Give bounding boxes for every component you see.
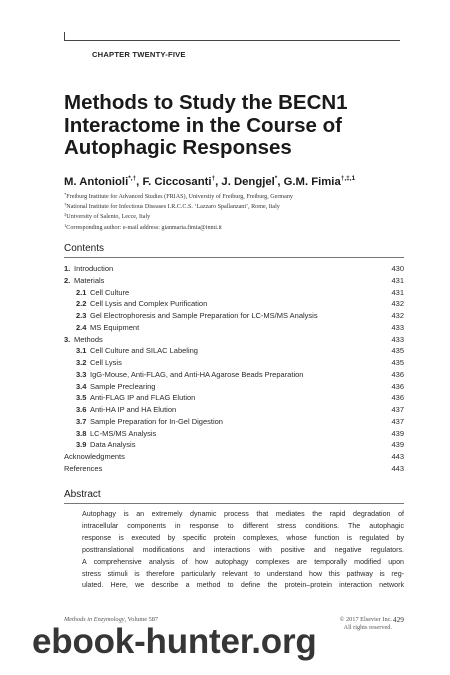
author-marks: * (274, 175, 278, 182)
footer-copyright-line: © 2017 Elsevier Inc. (339, 616, 392, 623)
toc-entry-page: 443 (391, 464, 404, 474)
toc-entry-label: Anti-HA IP and HA Elution (90, 405, 177, 415)
abstract-line: posttranslational modifications and interactions with positive and negative regulators. (82, 545, 404, 554)
title-line-1: Methods to Study the BECN1 (64, 91, 348, 114)
contents-divider (64, 257, 404, 258)
author-marks: † (211, 175, 216, 182)
author-name: G.M. Fimia (283, 176, 341, 188)
abstract-divider (64, 503, 404, 504)
abstract-line: Autophagy is an extremely dynamic process that mediates the rapid degradation of (82, 510, 404, 518)
toc-entry[interactable] (64, 263, 404, 275)
toc-entry-label: Gel Electrophoresis and Sample Preparation for LC-MS/MS Analysis (90, 311, 318, 321)
toc-entry-label: Cell Culture (90, 287, 130, 297)
toc-entry-number: 3.3 (76, 369, 87, 379)
toc-entry-number: 1. (64, 264, 71, 273)
toc-entry-number: 2. (64, 275, 71, 285)
author-marks: †,‡,1 (340, 175, 356, 182)
toc-entry-number: 2.1 (76, 287, 87, 297)
toc-entry-number: 3.2 (76, 358, 87, 368)
toc-entry-label: References (64, 464, 103, 474)
toc-entry[interactable] (64, 345, 404, 357)
affiliation (64, 201, 404, 211)
footer-journal: Methods in Enzymology (64, 616, 125, 623)
toc-entry-number: 3.7 (76, 416, 87, 426)
abstract-line: stress stimuli is therefore particularly relevant to understand how this pathway is reg- (82, 569, 404, 578)
toc-entry-number: 3. (64, 334, 71, 344)
toc-entry-number: 3.1 (76, 346, 87, 356)
toc-entry-label: IgG-Mouse, Anti-FLAG, and Anti-HA Agarose Beads Preparation (90, 369, 304, 379)
affiliation-symbol: ‡ (64, 212, 67, 218)
toc-entry-label: Introduction (74, 264, 114, 273)
toc-entry-page: 432 (391, 311, 404, 321)
affiliation-text: University of Salento, Lecce, Italy (66, 214, 151, 221)
affiliation (64, 222, 404, 232)
toc-entry-page: 432 (391, 299, 404, 309)
toc-entry[interactable] (64, 322, 404, 334)
toc-entry-page: 435 (391, 346, 404, 356)
toc-entry[interactable] (64, 416, 404, 428)
affiliation (64, 191, 404, 201)
abstract-line: A comprehensive analysis of how autophagy complexes are temporally modified upon (82, 557, 404, 566)
title-line-3: Autophagic Responses (64, 136, 292, 159)
affiliation-text: National Institute for Infectious Diseases I.R.C.C.S. ‘Lazzaro Spallanzani’, Rome, Italy (66, 204, 280, 211)
toc-entry-number: 2.4 (76, 322, 87, 332)
toc-entry[interactable] (64, 357, 404, 369)
toc-entry[interactable] (64, 392, 404, 404)
toc-entry-label: MS Equipment (90, 322, 140, 332)
toc-entry-label: LC-MS/MS Analysis (90, 428, 157, 438)
toc-entry-label: Sample Preclearing (90, 381, 156, 391)
toc-entry-page: 431 (391, 275, 404, 285)
toc-entry-page: 439 (391, 440, 404, 450)
toc-entry[interactable] (64, 275, 404, 287)
footer-rights-line: All rights reserved. (343, 624, 392, 632)
author-list (64, 175, 424, 188)
toc-entry-page: 437 (391, 416, 404, 426)
affiliation-list (64, 191, 404, 232)
title-line-2: Interactome in the Course of (64, 113, 342, 137)
affiliation-symbol: † (64, 202, 67, 208)
toc-entry-page: 433 (391, 322, 404, 332)
chapter-title (64, 92, 404, 160)
chapter-label: CHAPTER TWENTY-FIVE (92, 50, 186, 59)
toc-entry-page: 437 (391, 405, 404, 415)
abstract-text (82, 509, 404, 605)
affiliation (64, 211, 404, 221)
toc-entry-label: Cell Lysis (90, 358, 122, 368)
toc-entry-page: 439 (391, 428, 404, 438)
affiliation-text: Freiburg Institute for Advanced Studies (FRIAS), University of Freiburg, Freiburg, Germany (66, 194, 293, 200)
toc-entry[interactable] (64, 334, 404, 346)
toc-entry-label: Anti-FLAG IP and FLAG Elution (90, 393, 196, 403)
toc-entry-number: 3.5 (76, 393, 87, 403)
affiliation-text: Corresponding author: e-mail address: gianmaria.fimia@inmi.it (66, 224, 222, 231)
toc-entry-page: 430 (391, 264, 404, 273)
toc-entry-page: 433 (391, 334, 404, 344)
toc-entry[interactable] (64, 463, 404, 475)
page-number: 429 (392, 615, 404, 624)
toc-entry-label: Sample Preparation for In-Gel Digestion (90, 416, 223, 426)
toc-entry-number: 3.8 (76, 428, 87, 438)
author-separator: , (136, 176, 143, 188)
toc-entry-label: Methods (74, 334, 103, 344)
affiliation-symbol: * (64, 192, 67, 197)
toc-entry-number: 2.2 (76, 299, 87, 309)
contents-heading: Contents (64, 243, 105, 254)
abstract-heading: Abstract (64, 489, 101, 500)
author-name: M. Antonioli (64, 176, 129, 188)
toc-entry[interactable] (64, 369, 404, 381)
chapter-rule-tick (64, 32, 65, 41)
toc-entry[interactable] (64, 298, 404, 310)
toc-entry-number: 3.6 (76, 405, 87, 415)
abstract-line: response is executed by specific protein complexes, whose function is regulated by (82, 533, 404, 542)
author-name: J. Dengjel (221, 176, 275, 188)
toc-entry[interactable] (64, 381, 404, 393)
toc-entry[interactable] (64, 287, 404, 299)
toc-entry-label: Materials (74, 275, 105, 285)
toc-entry-label: Data Analysis (90, 440, 136, 450)
toc-entry-page: 435 (391, 358, 404, 368)
toc-entry[interactable] (64, 404, 404, 416)
toc-entry-label: Acknowledgments (64, 452, 125, 462)
toc-entry[interactable] (64, 428, 404, 440)
table-of-contents (64, 263, 404, 475)
toc-entry-page: 436 (391, 393, 404, 403)
author-marks: *,† (128, 175, 137, 182)
toc-entry-page: 436 (391, 369, 404, 379)
toc-entry[interactable] (64, 310, 404, 322)
toc-entry[interactable] (64, 451, 404, 463)
toc-entry-number: 3.4 (76, 381, 87, 391)
author-name: F. Ciccosanti (142, 176, 212, 188)
toc-entry-label: Cell Culture and SILAC Labeling (90, 346, 198, 356)
affiliation-symbol: 1 (64, 222, 67, 228)
toc-entry-number: 2.3 (76, 311, 87, 321)
toc-entry-page: 436 (391, 381, 404, 391)
abstract-line: ulated. Here, we describe a method to define the protein–protein interaction network (82, 581, 404, 590)
toc-entry-label: Cell Lysis and Complex Purification (90, 299, 208, 309)
watermark: ebook-hunter.org (32, 622, 317, 661)
toc-entry-page: 431 (391, 287, 404, 297)
toc-entry[interactable] (64, 439, 404, 451)
author-separator: , (215, 176, 222, 188)
toc-entry-page: 443 (391, 452, 404, 462)
author-separator: , (277, 176, 284, 188)
abstract-line: intracellular components in response to different stress conditions. The autophagic (82, 521, 404, 530)
toc-entry-number: 3.9 (76, 440, 87, 450)
footer-volume: , Volume 587 (124, 616, 159, 623)
